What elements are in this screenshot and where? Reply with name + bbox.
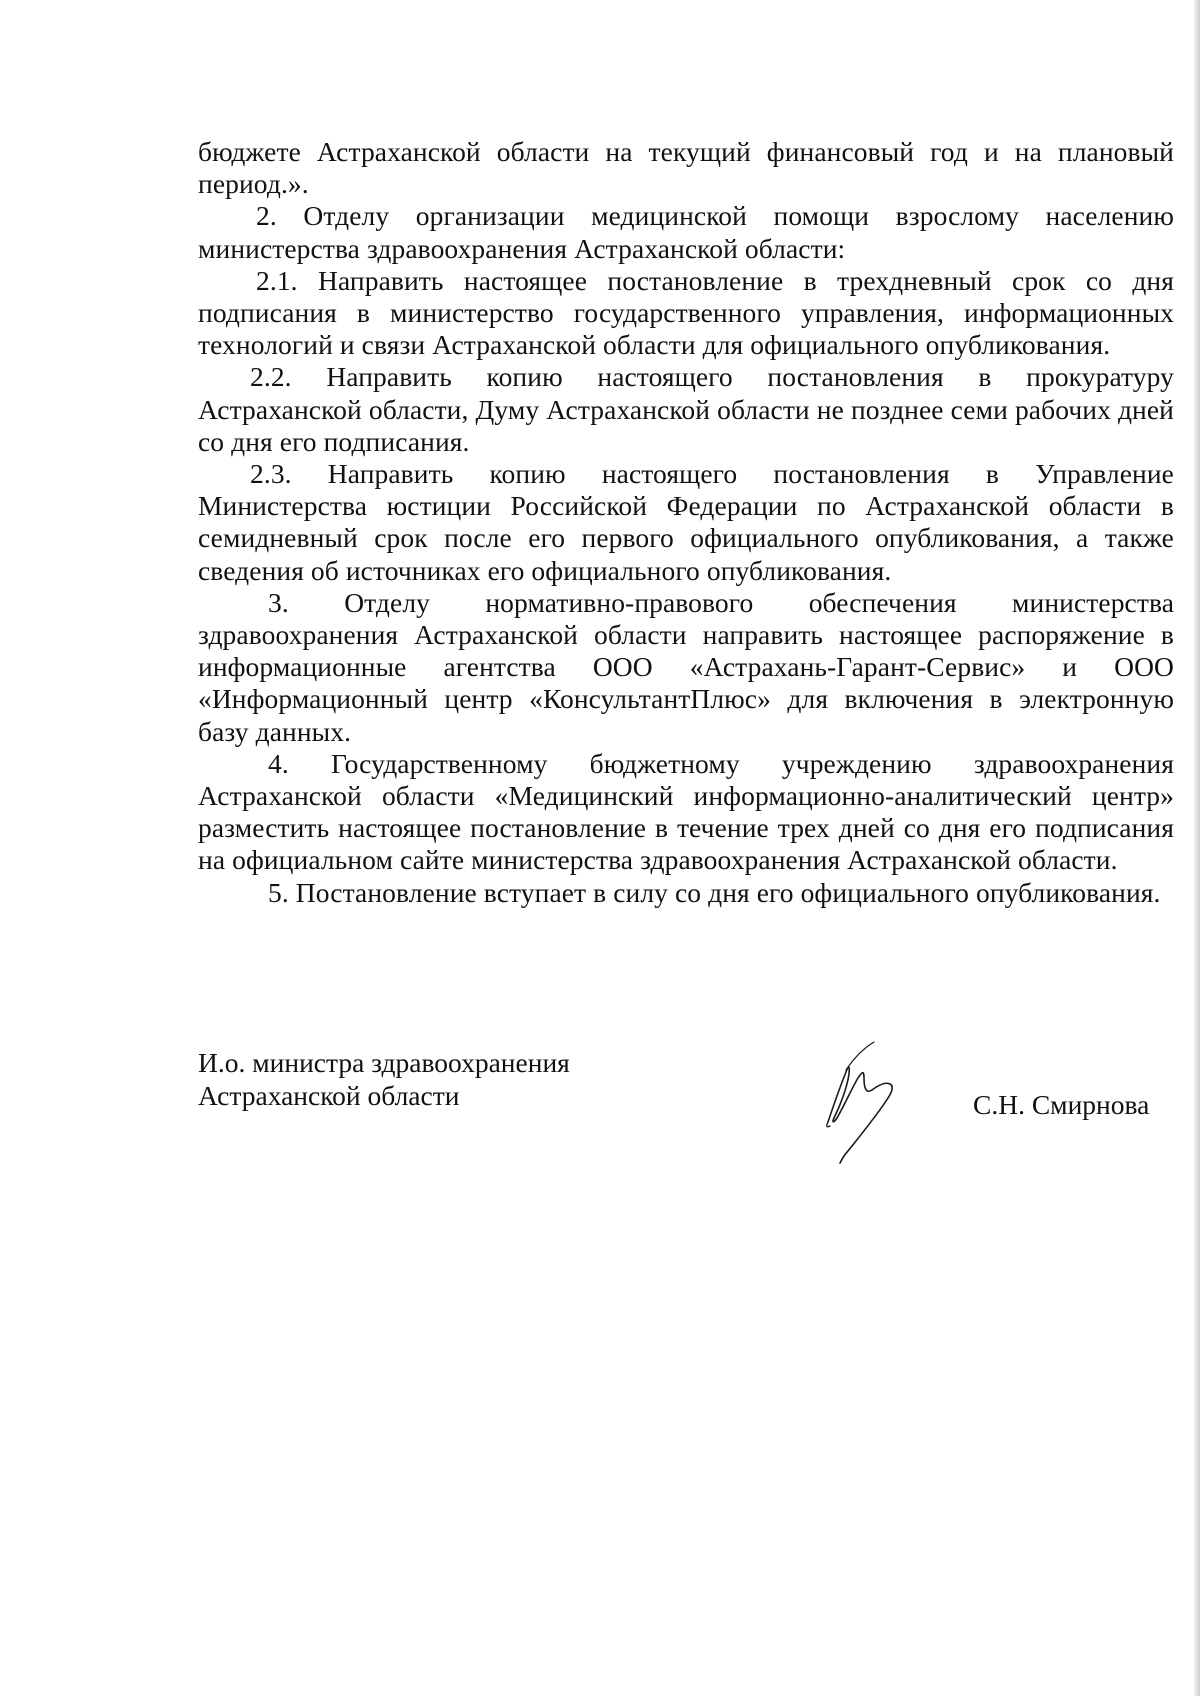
paragraph-item-2-2: 2.2. Направить копию настоящего постановления в прокуратуру Астраханской области, Думу Астраханской области не позднее семи рабочих дней со дня его подписания. bbox=[198, 361, 1174, 457]
signatory-title-line-2: Астраханской области bbox=[198, 1080, 460, 1111]
document-body bbox=[198, 136, 1174, 909]
paragraph-item-2-3: 2.3. Направить копию настоящего постановления в Управление Министерства юстиции Российской Федерации по Астраханской области в семидневный срок после его первого официального опубликования, а также сведения об источниках его официального опубликования. bbox=[198, 458, 1174, 586]
handwritten-signature bbox=[820, 1040, 940, 1175]
paragraph-item-2: 2. Отделу организации медицинской помощи взрослому населению министерства здравоохранения Астраханской области: bbox=[198, 200, 1174, 264]
signatory-title-line-1: И.о. министра здравоохранения bbox=[198, 1047, 570, 1078]
paragraph-item-4: 4. Государственному бюджетному учреждению здравоохранения Астраханской области «Медицинский информационно-аналитический центр» разместить настоящее постановление в течение трех дней со дня его подписания на официальном сайте министерства здравоохранения Астраханской области. bbox=[198, 747, 1174, 876]
signatory-title bbox=[198, 1046, 570, 1112]
paragraph-budget-continuation: бюджете Астраханской области на текущий финансовый год и на плановый период.». bbox=[198, 136, 1174, 200]
paragraph-item-2-1: 2.1. Направить настоящее постановление в трехдневный срок со дня подписания в министерство государственного управления, информационных технологий и связи Астраханской области для официального опубликования. bbox=[198, 264, 1174, 361]
page-edge-shadow bbox=[1194, 0, 1200, 1696]
signatory-name: С.Н. Смирнова bbox=[973, 1089, 1150, 1120]
paragraph-item-3: 3. Отделу нормативно-правового обеспечения министерства здравоохранения Астраханской области направить настоящее распоряжение в информационные агентства ООО «Астрахань-Гарант-Сервис» и ООО «Информационный центр «КонсультантПлюс» для включения в электронную базу данных. bbox=[198, 586, 1174, 747]
paragraph-item-5: 5. Постановление вступает в силу со дня его официального опубликования. bbox=[268, 876, 1161, 908]
